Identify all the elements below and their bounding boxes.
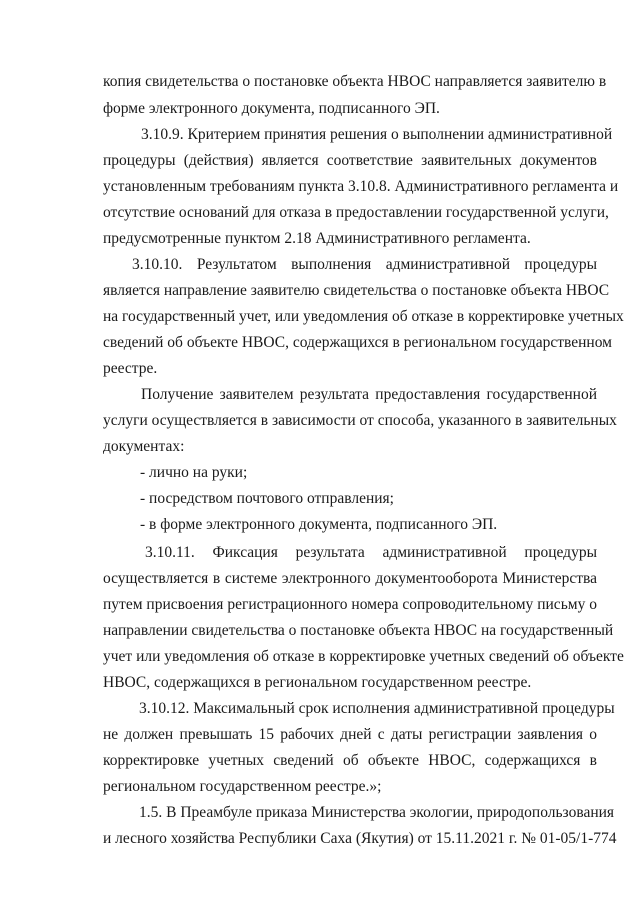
paragraph-3-10-12: 3.10.12. Максимальный срок исполнения административной процедуры xyxy=(139,700,615,717)
text-line: учет или уведомления об отказе в корректировке учетных сведений об объекте xyxy=(103,648,624,665)
text-line: установленным требованиям пункта 3.10.8. Административного регламента и xyxy=(103,178,619,195)
text-line: региональном государственном реестре.»; xyxy=(103,778,382,795)
text-line: путем присвоения регистрационного номера сопроводительному письму о xyxy=(103,596,597,613)
text-line: документах: xyxy=(103,438,185,455)
paragraph-3-10-10: 3.10.10. Результатом выполнения административной процедуры xyxy=(132,256,597,273)
text-line: отсутствие оснований для отказа в предоставлении государственной услуги, xyxy=(103,204,609,221)
text-line: корректировке учетных сведений об объекте НВОС, содержащихся в xyxy=(103,752,597,769)
list-item: - посредством почтового отправления; xyxy=(140,490,394,507)
text-line: направлении свидетельства о постановке объекта НВОС на государственный xyxy=(103,622,614,639)
paragraph-result-receipt: Получение заявителем результата предоставления государственной xyxy=(141,386,597,403)
paragraph-3-10-11: 3.10.11. Фиксация результата административной процедуры xyxy=(145,544,597,561)
text-line: предусмотренные пунктом 2.18 Административного регламента. xyxy=(103,230,531,247)
text-line: является направление заявителю свидетельства о постановке объекта НВОС xyxy=(103,282,610,299)
text-line: не должен превышать 15 рабочих дней с даты регистрации заявления о xyxy=(103,726,597,743)
text-line: форме электронного документа, подписанного ЭП. xyxy=(103,100,440,117)
text-line: на государственный учет, или уведомления об отказе в корректировке учетных xyxy=(103,308,624,325)
text-line: осуществляется в системе электронного документооборота Министерства xyxy=(103,570,597,587)
text-line: услуги осуществляется в зависимости от способа, указанного в заявительных xyxy=(103,412,617,429)
text-line: копия свидетельства о постановке объекта НВОС направляется заявителю в xyxy=(103,73,607,90)
list-item: - лично на руки; xyxy=(140,464,248,481)
paragraph-3-10-9: 3.10.9. Критерием принятия решения о выполнении административной xyxy=(141,126,613,143)
text-line: реестре. xyxy=(103,360,158,377)
text-line: НВОС, содержащихся в региональном государственном реестре. xyxy=(103,674,532,691)
text-line: и лесного хозяйства Республики Саха (Якутия) от 15.11.2021 г. № 01-05/1-774 xyxy=(103,830,617,847)
paragraph-1-5: 1.5. В Преамбуле приказа Министерства экологии, природопользования xyxy=(139,804,615,821)
list-item: - в форме электронного документа, подписанного ЭП. xyxy=(140,516,498,533)
text-line: процедуры (действия) является соответствие заявительных документов xyxy=(103,152,597,169)
text-line: сведений об объекте НВОС, содержащихся в региональном государственном xyxy=(103,334,612,351)
